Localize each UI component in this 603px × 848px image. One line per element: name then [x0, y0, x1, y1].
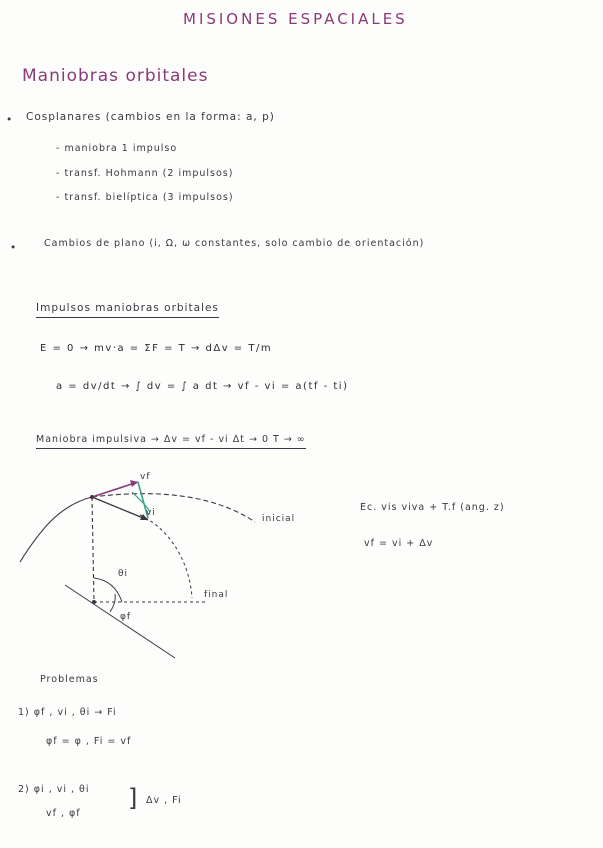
label-inicial: inicial — [262, 514, 296, 524]
point-center — [92, 600, 96, 604]
bullet-coplanares: Cosplanares (cambios en la forma: a, p) — [26, 111, 275, 123]
maniobra-impulsiva-text: Maniobra impulsiva → Δv = vf - vi Δt → 0 T → ∞ — [36, 434, 306, 449]
problem-2-line-2: vf , φf — [46, 808, 81, 819]
vector-vi — [92, 497, 148, 520]
problem-1-line-1: 1) φf , vi , θi → Fi — [18, 707, 117, 718]
point-maneuver — [90, 495, 94, 499]
equation-2: a = dv/dt → ∫ dv = ∫ a dt → vf - vi = a(tf - ti) — [56, 381, 349, 392]
vector-vf-head — [130, 480, 138, 487]
label-final: final — [204, 590, 229, 600]
equation-1: E = 0 → mv·a = ΣF = T → dΔv = T/m — [40, 343, 273, 354]
sub-item-2: - transf. Hohmann (2 impulsos) — [56, 168, 234, 179]
section-heading-maniobras: Maniobras orbitales — [22, 66, 209, 86]
sub-item-1: - maniobra 1 impulso — [56, 143, 178, 154]
problem-2-line-1: 2) φi , vi , θi — [18, 784, 90, 795]
bullet-dot-2: • — [10, 242, 18, 254]
vector-vf — [92, 482, 138, 497]
label-vi: vi — [146, 508, 156, 518]
radius-line — [92, 497, 94, 602]
page-title: MISIONES ESPACIALES — [183, 10, 408, 28]
label-theta: θi — [118, 569, 129, 579]
orbit-arc-left — [20, 497, 92, 562]
problem-2-bracket: ] — [128, 784, 139, 812]
angle-arc-2 — [110, 594, 115, 612]
problem-1-line-2: φf = φ , Fi = vf — [46, 736, 132, 747]
bullet-cambios-plano: Cambios de plano (i, Ω, ω constantes, solo cambio de orientación) — [44, 238, 425, 249]
bullet-dot-1: • — [6, 114, 14, 126]
section-heading-impulsos: Impulsos maniobras orbitales — [36, 302, 219, 318]
right-equation-2: vf = vi + Δv — [364, 538, 434, 549]
sub-item-3: - transf. bielíptica (3 impulsos) — [56, 192, 234, 203]
section-heading-problemas: Problemas — [40, 674, 99, 685]
dashed-arc — [140, 515, 192, 598]
right-equation-1: Ec. vis viva + T.f (ang. z) — [360, 502, 505, 513]
label-phi: φf — [120, 612, 132, 622]
orbit-arc-final — [92, 494, 255, 522]
problem-2-result: Δv , Fi — [146, 795, 182, 806]
angle-arc-1 — [94, 578, 122, 602]
label-vf: vf — [140, 472, 151, 482]
